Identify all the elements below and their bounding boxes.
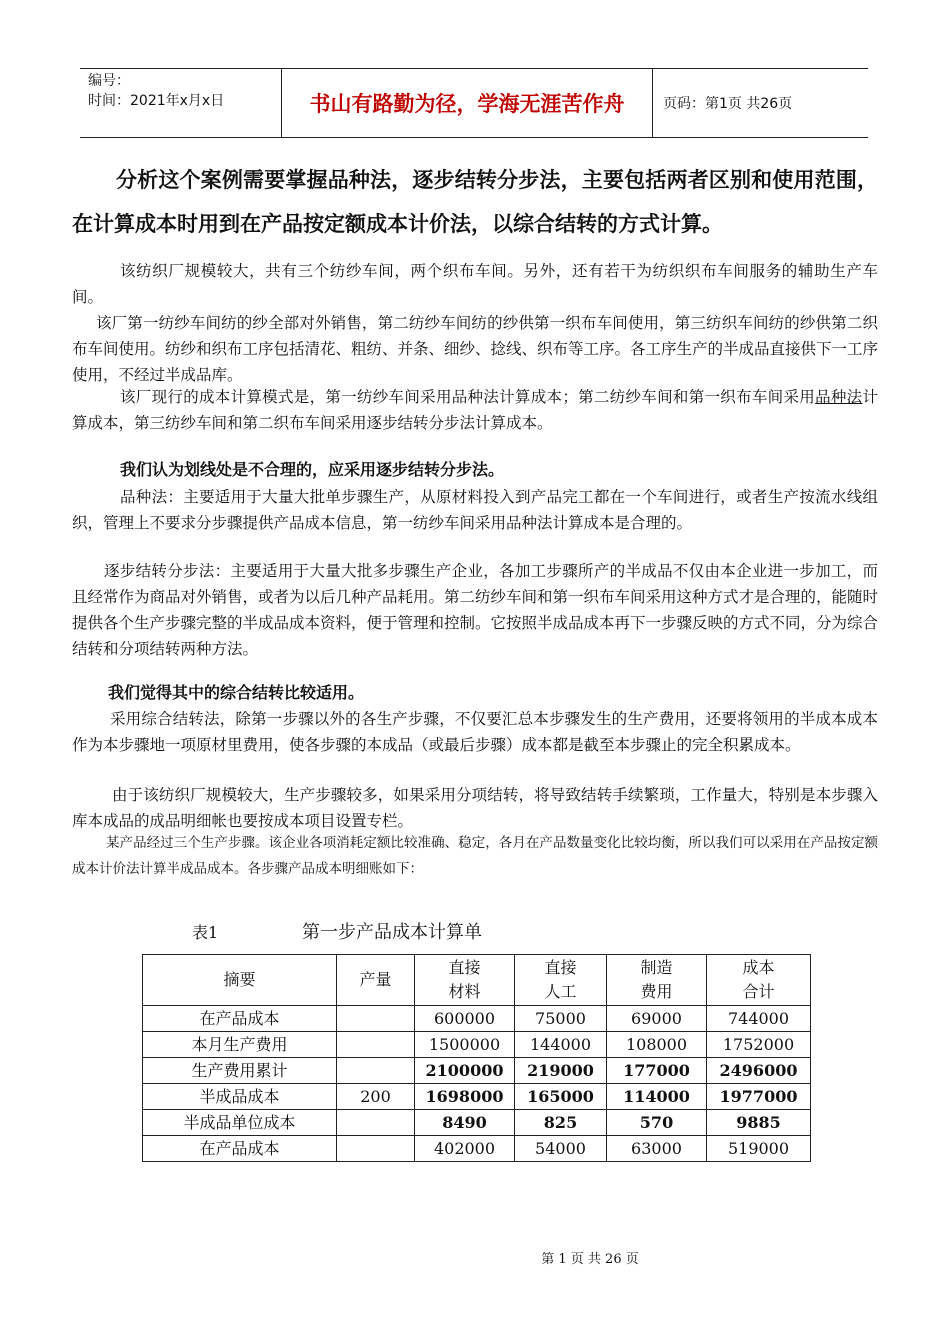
cell-quantity: 200 bbox=[337, 1084, 415, 1110]
cell-total-cost: 1752000 bbox=[707, 1032, 811, 1058]
col-header-quantity: 产量 bbox=[337, 955, 415, 1006]
col-header-direct-material: 直接 材料 bbox=[415, 955, 515, 1006]
table-label: 表1 bbox=[192, 923, 219, 942]
document-number-label: 编号： bbox=[88, 73, 130, 89]
paragraph-workshop-supply: 该厂第一纺纱车间纺的纱全部对外销售，第二纺纱车间纺的纱供第一织布车间使用，第三纺织车间纺的纱供第二织布车间使用。纺纱和织布工序包括清花、粗纺、并条、细纱、捻线、织布等工序。各工序生产的半成品直接供下一工序使用，不经过半成品库。 bbox=[72, 314, 879, 384]
cell-summary: 半成品成本 bbox=[143, 1084, 337, 1110]
paragraph-product-steps: 某产品经过三个生产步骤。该企业各项消耗定额比较准确、稳定，各月在产品数量变化比较均衡，所以我们可以采用在产品按定额成本计价法计算半成品成本。各步骤产品成本明细账如下： bbox=[72, 835, 878, 877]
table-row bbox=[143, 1084, 811, 1110]
cell-direct-labor: 75000 bbox=[515, 1006, 607, 1032]
cell-summary: 半成品单位成本 bbox=[143, 1110, 337, 1136]
cell-summary: 在产品成本 bbox=[143, 1136, 337, 1162]
cell-total-cost: 744000 bbox=[707, 1006, 811, 1032]
table-title: 第一步产品成本计算单 bbox=[302, 922, 482, 943]
cell-direct-labor: 219000 bbox=[515, 1058, 607, 1084]
table-caption bbox=[192, 918, 482, 944]
cell-direct-labor: 144000 bbox=[515, 1032, 607, 1058]
page-header bbox=[80, 68, 868, 138]
col-header-summary: 摘要 bbox=[143, 955, 337, 1006]
cell-direct-labor: 165000 bbox=[515, 1084, 607, 1110]
cell-overhead: 177000 bbox=[607, 1058, 707, 1084]
cell-overhead: 63000 bbox=[607, 1136, 707, 1162]
col-header-overhead: 制造 费用 bbox=[607, 955, 707, 1006]
cost-table bbox=[142, 954, 811, 1162]
cell-quantity bbox=[337, 1136, 415, 1162]
cell-direct-labor: 825 bbox=[515, 1110, 607, 1136]
cell-overhead: 108000 bbox=[607, 1032, 707, 1058]
cell-quantity bbox=[337, 1058, 415, 1084]
cell-quantity bbox=[337, 1032, 415, 1058]
paragraph-variety-method: 品种法：主要适用于大量大批单步骤生产，从原材料投入到产品完工都在一个车间进行，或者生产按流水线组织，管理上不要求分步骤提供产品成本信息，第一纺纱车间采用品种法计算成本是合理的。 bbox=[72, 488, 878, 532]
table-row bbox=[143, 1110, 811, 1136]
table-row bbox=[143, 1058, 811, 1084]
paragraph-large-scale: 由于该纺织厂规模较大，生产步骤较多，如果采用分项结转，将导致结转手续繁琐，工作量大，特别是本步骤入库本成品的成品明细帐也要按成本项目设置专栏。 bbox=[72, 786, 878, 830]
page-footer: 第 1 页 共 26 页 bbox=[541, 1252, 639, 1267]
cell-quantity bbox=[337, 1110, 415, 1136]
cell-direct-material: 8490 bbox=[415, 1110, 515, 1136]
paragraph-current-model bbox=[72, 384, 878, 436]
cell-overhead: 69000 bbox=[607, 1006, 707, 1032]
cell-direct-material: 2100000 bbox=[415, 1058, 515, 1084]
header-motto: 书山有路勤为径，学海无涯苦作舟 bbox=[282, 69, 653, 137]
cell-total-cost: 519000 bbox=[707, 1136, 811, 1162]
col-header-direct-labor: 直接 人工 bbox=[515, 955, 607, 1006]
paragraph-comprehensive-method: 采用综合结转法，除第一步骤以外的各生产步骤，不仅要汇总本步骤发生的生产费用，还要将领用的半成本成本作为本步骤地一项原材里费用，使各步骤的本成品（或最后步骤）成本都是截至本步骤止的完全积累成本。 bbox=[72, 710, 878, 754]
cell-total-cost: 1977000 bbox=[707, 1084, 811, 1110]
cell-overhead: 570 bbox=[607, 1110, 707, 1136]
cell-direct-material: 402000 bbox=[415, 1136, 515, 1162]
subheading-unreasonable: 我们认为划线处是不合理的，应采用逐步结转分步法。 bbox=[120, 460, 505, 479]
subheading-comprehensive: 我们觉得其中的综合结转比较适用。 bbox=[108, 683, 365, 702]
cell-direct-material: 1698000 bbox=[415, 1084, 515, 1110]
col-header-total-cost: 成本 合计 bbox=[707, 955, 811, 1006]
paragraph-current-model-part2: 计算成本，第三纺纱车间和第二织布车间采用逐步结转分步法计算成本。 bbox=[72, 388, 878, 432]
cell-summary: 生产费用累计 bbox=[143, 1058, 337, 1084]
cell-direct-material: 600000 bbox=[415, 1006, 515, 1032]
cell-total-cost: 9885 bbox=[707, 1110, 811, 1136]
cell-summary: 在产品成本 bbox=[143, 1006, 337, 1032]
table-row bbox=[143, 1006, 811, 1032]
cell-direct-labor: 54000 bbox=[515, 1136, 607, 1162]
table-row bbox=[143, 1136, 811, 1162]
cell-total-cost: 2496000 bbox=[707, 1058, 811, 1084]
paragraph-current-model-part1: 该厂现行的成本计算模式是，第一纺纱车间采用品种法计算成本；第二纺纱车间和第一织布车间采用 bbox=[120, 388, 816, 406]
paragraph-step-transfer: 逐步结转分步法：主要适用于大量大批多步骤生产企业，各加工步骤所产的半成品不仅由本企业进一步加工，而且经常作为商品对外销售，或者为以后几种产品耗用。第二纺纱车间和第一织布车间采用这种方式才是合理的，能随时提供各个生产步骤完整的半成品成本资料，便于管理和控制。它按照半成品成本再下一步骤反映的方式不同，分为综合结转和分项结转两种方法。 bbox=[72, 562, 879, 658]
underlined-term: 品种法 bbox=[815, 388, 863, 406]
cell-summary: 本月生产费用 bbox=[143, 1032, 337, 1058]
header-meta bbox=[80, 69, 282, 137]
document-time-label: 时间：2021年x月x日 bbox=[88, 93, 225, 109]
table-row bbox=[143, 1032, 811, 1058]
cell-quantity bbox=[337, 1006, 415, 1032]
intro-heading: 分析这个案例需要掌握品种法，逐步结转分步法，主要包括两者区别和使用范围，在计算成本时用到在产品按定额成本计价法，以综合结转的方式计算。 bbox=[72, 168, 878, 236]
cell-direct-material: 1500000 bbox=[415, 1032, 515, 1058]
table-header-row bbox=[143, 955, 811, 1006]
paragraph-factory-scale: 该纺织厂规模较大，共有三个纺纱车间，两个织布车间。另外，还有若干为纺织织布车间服务的辅助生产车间。 bbox=[72, 262, 878, 306]
cell-overhead: 114000 bbox=[607, 1084, 707, 1110]
header-page-info: 页码：第1页 共26页 bbox=[663, 96, 793, 112]
